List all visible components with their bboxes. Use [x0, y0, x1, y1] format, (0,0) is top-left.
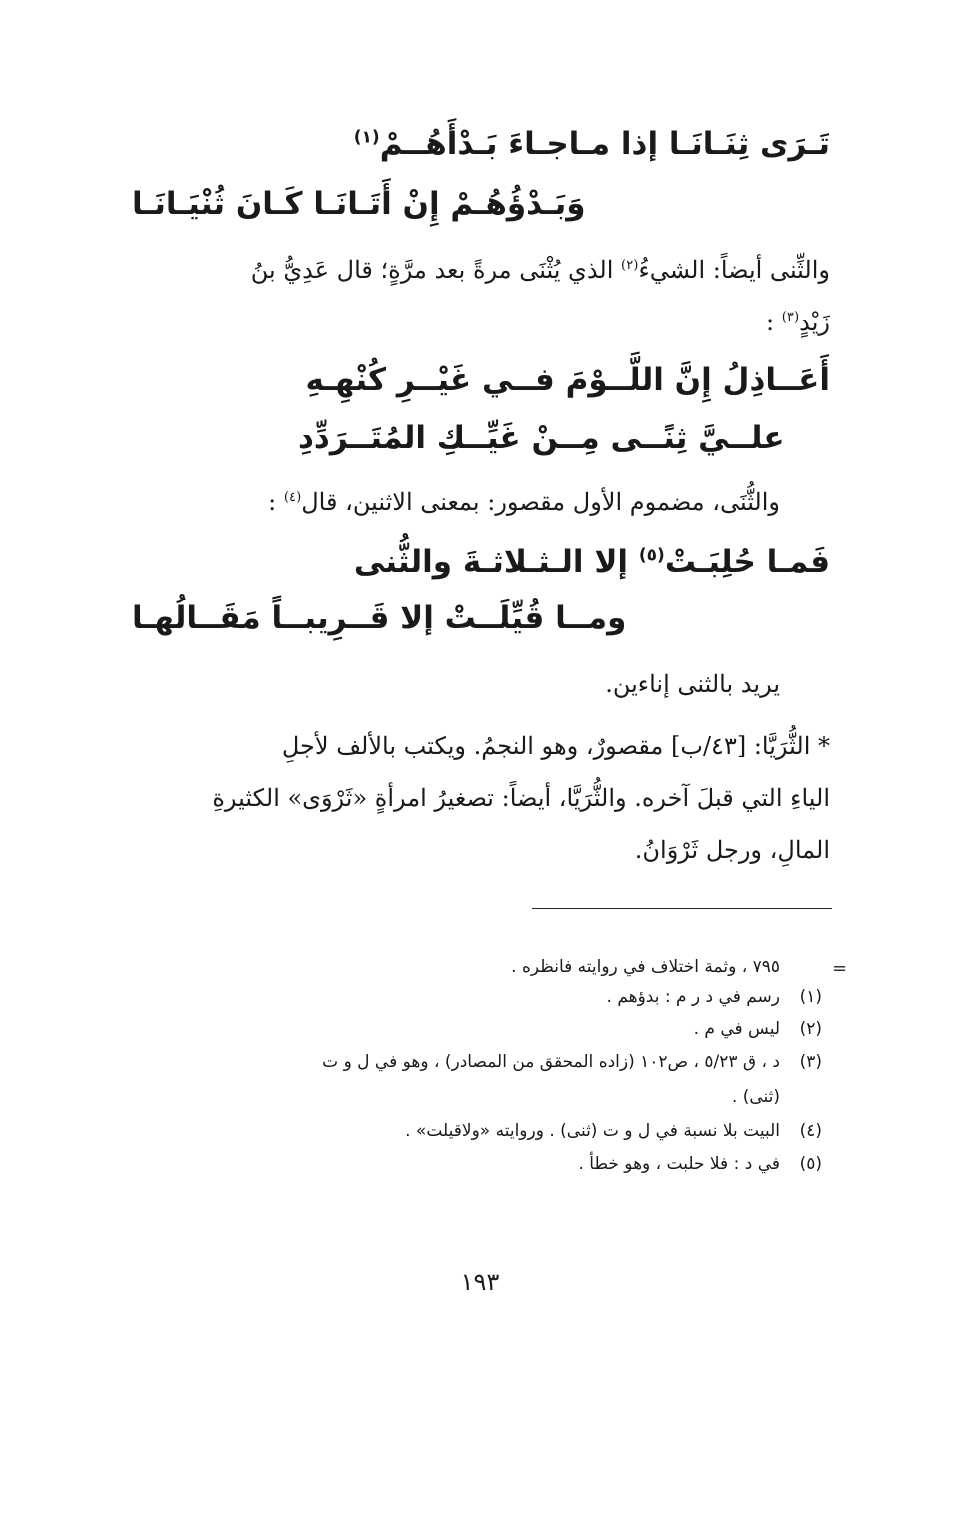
footnote-ref: (١) — [353, 127, 380, 148]
footnote-item: (٥)في د : فلا حلبت ، وهو خطأ . — [578, 1154, 822, 1174]
verse-line-2: وَبَـدْؤُهُـمْ إِنْ أَتَـانَـا كَـانَ ثُنْيَـانَـا — [132, 186, 586, 222]
prose-line: المالِ، ورجل ثَرْوَانُ. — [634, 836, 830, 864]
page-number: ١٩٣ — [460, 1268, 500, 1296]
prose-line: والثُّنَى، مضموم الأول مقصور: بمعنى الاثنين، قال$^{(٤)}$ : — [268, 488, 780, 516]
continuation-mark: = — [832, 958, 848, 979]
footnote-item: (٤)البيت بلا نسبة في ل و ت (ثنى) . وروايته «ولاقيلت» . — [405, 1121, 822, 1141]
verse-line-1: تَـرَى ثِنَـانَـا إذا مـاجـاءَ بَـدْأَهُــمْ$^{(١)}$ — [353, 126, 830, 162]
verse-line-6: ومــا قُيِّلَــتْ إلا قَــرِيبــاً مَقَــالُهـا — [132, 600, 627, 636]
footnote-item: (ثنى) . — [731, 1087, 780, 1107]
verse-line-4: علــيَّ ثِنًــى مِــنْ غَيِّــكِ المُتَــرَدِّدِ — [298, 420, 785, 456]
prose-line: والثِّنى أيضاً: الشيءُ$^{(٢)}$ الذي يُثْنَى مرةً بعد مرَّةٍ؛ قال عَدِيُّ بنُ — [250, 256, 830, 284]
prose-line: يريد بالثنى إناءين. — [605, 670, 780, 698]
footnote-separator — [532, 908, 832, 909]
footnote-ref: (٢) — [621, 258, 639, 273]
verse-line-5: فَمـا حُلِبَـتْ$^{(٥)}$ إلا الـثـلاثـةَ والثُّنى — [353, 544, 830, 580]
footnote-item: (١)رسم في د ر م : بدؤهم . — [606, 987, 822, 1007]
footnote-item: (٣)د ، ق ٥/٢٣ ، ص١٠٢ (زاده المحقق من المصادر) ، وهو في ل و ت — [322, 1052, 822, 1072]
prose-line: الياءِ التي قبلَ آخره. والثُّرَيَّا، أيضاً: تصغيرُ امرأةٍ «ثَرْوَى» الكثيرةِ — [212, 784, 830, 812]
footnote-ref: (٤) — [283, 490, 302, 505]
verse-line-3: أَعَــاذِلُ إِنَّ اللَّــوْمَ فــي غَيْــرِ كُنْهِـهِ — [305, 362, 830, 398]
prose-line: زَيْدٍ$^{(٣)}$ : — [766, 308, 830, 336]
footnote-continuation: ٧٩٥ ، وثمة اختلاف في روايته فانظره . — [511, 957, 780, 977]
footnote-item: (٢)ليس في م . — [693, 1019, 822, 1039]
footnote-ref: (٣) — [781, 310, 800, 325]
prose-line: * الثُّرَيَّا: [٤٣/ب] مقصورٌ، وهو النجمُ. ويكتب بالألف لأجلِ — [281, 732, 830, 760]
footnote-ref: (٥) — [638, 545, 665, 566]
